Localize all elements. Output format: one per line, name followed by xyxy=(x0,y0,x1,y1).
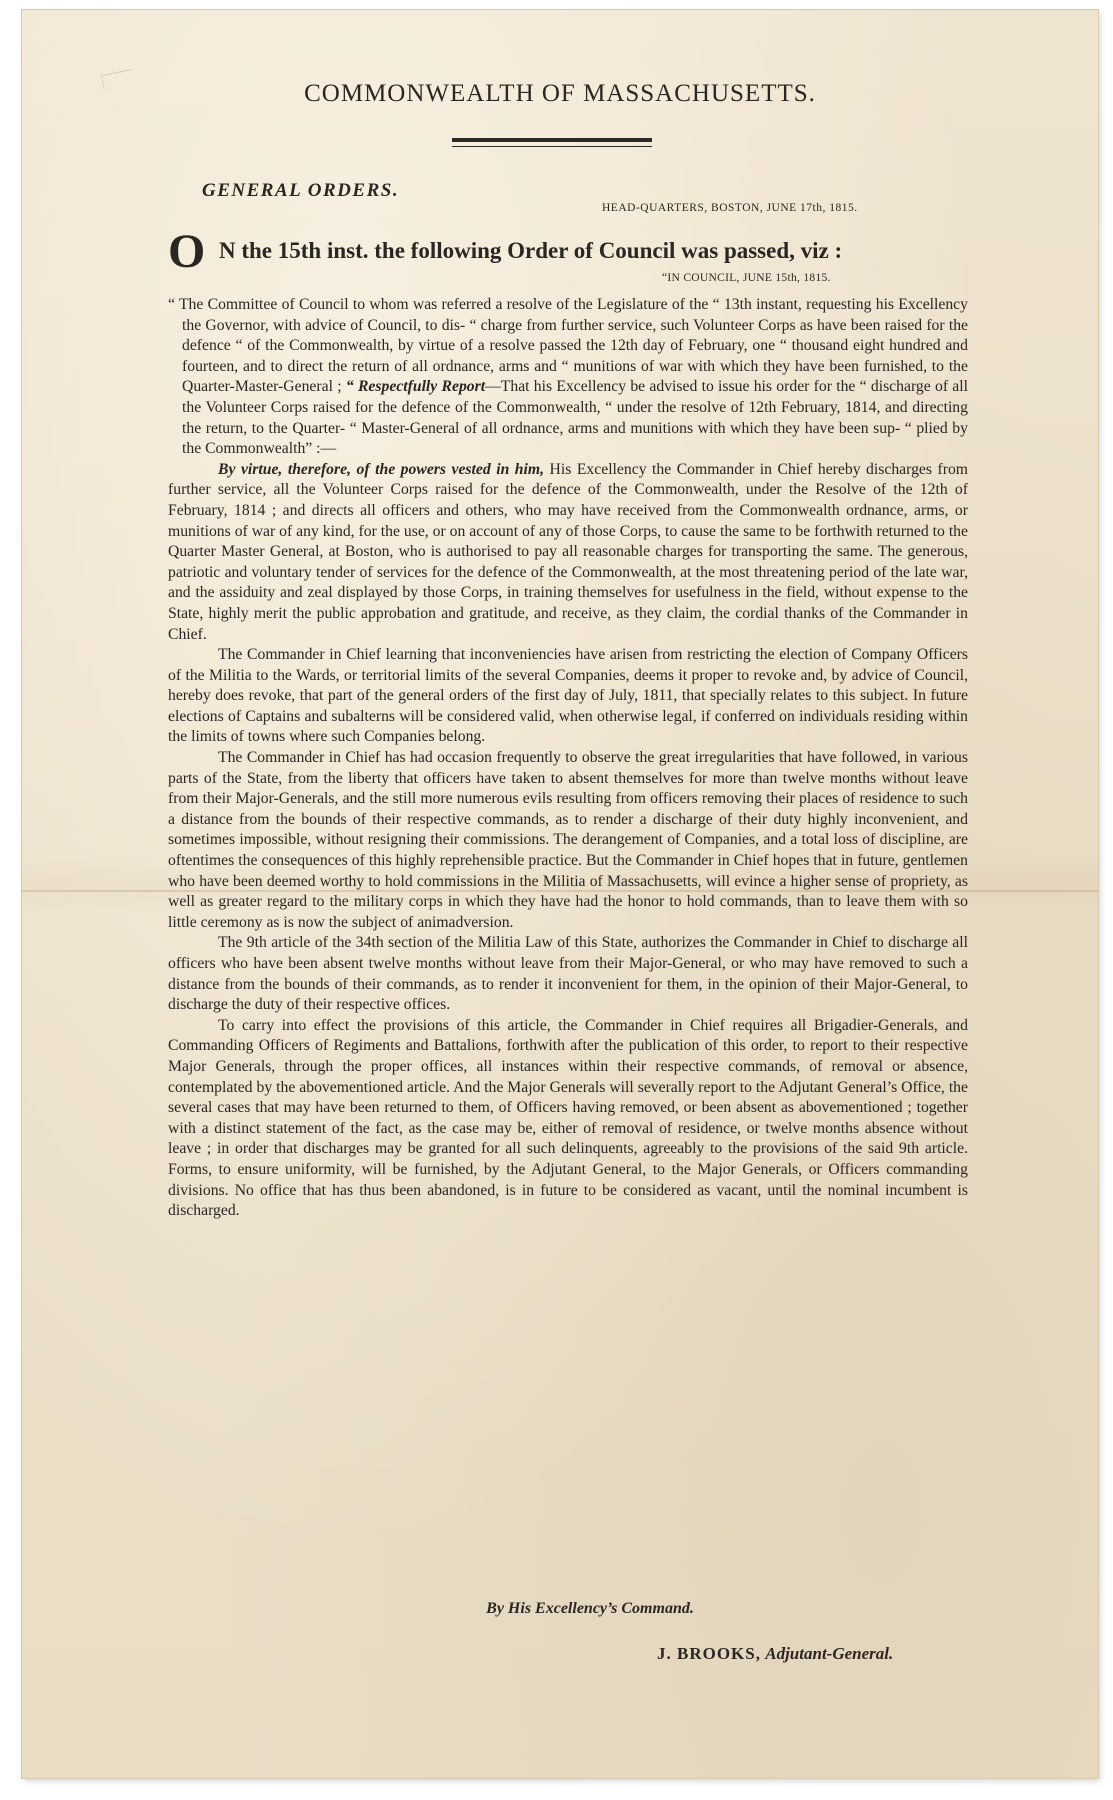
report-text: —That his Excellency be advised to issue his order for the “ discharge of all the Volunteer Corps raised for the defence of the Commonwealth, “ under the resolve of 12th February, 1814, and directing the return, to the Quarter- “ Master-General of all ordnance, arms and munitions with which they have been sup- “ plied by the Commonwealth” :— xyxy=(182,378,968,458)
signature-name: J. BROOKS, xyxy=(657,1644,761,1663)
committee-quote xyxy=(168,295,968,460)
paragraph-irregularities: The Commander in Chief has had occasion frequently to observe the great irregularities that have followed, in various parts of the State, from the liberty that officers have taken to absent themselves for more than twelve months without leave from their Major-Generals, and the still more numerous evils resulting from officers removing their places of residence to such a distance from the bounds of their respective commands, as to render a discharge of their duty highly inconvenient, and sometimes impossible, without resigning their commissions. The derangement of Companies, and a total loss of discipline, are oftentimes the consequences of this highly reprehensible practice. But the Commander in Chief hopes that in future, gentlemen who have been deemed worthy to hold commissions in the Militia of Massachusetts, will evince a higher sense of propriety, as well as greater regard to the military corps in which they have had the honor to hold commands, than to leave them with so little ceremony as is now the subject of animadversion. xyxy=(168,749,968,931)
paragraph-discharge xyxy=(168,460,968,645)
paragraph-ninth-article: The 9th article of the 34th section of the Militia Law of this State, authorizes the Commander in Chief to discharge all officers who have been absent twelve months without leave from their Major-General, or who may have removed to such a distance from the bounds of their commands, as to render it inconvenient for them, in the opinion of their Major-General, to discharge the duty of their respective offices. xyxy=(168,934,968,1014)
orders-label: GENERAL ORDERS. xyxy=(202,180,400,201)
paragraph-provisions: To carry into effect the provisions of this article, the Commander in Chief requires all Brigadier-Generals, and Commanding Officers of Regiments and Battalions, forthwith after the publication of this order, to report to their respective Major Generals, through the proper offices, all instances within their respective commands, of removal or absence, contemplated by the abovementioned article. And the Major Generals will severally report to the Adjutant General’s Office, the several cases that may have been returned to them, of Officers having removed, or been absent as abovementioned ; together with a distinct statement of the fact, as the case may be, either of removal of residence, or twelve months absence without leave ; in order that discharges may be granted for all such delinquents, agreeably to the provisions of the said 9th article. Forms, to ensure uniformity, will be furnished, by the Adjutant General, to the Major Generals, or Officers commanding divisions. No office that has thus been abandoned, is in future to be considered as vacant, until the nominal incumbent is discharged. xyxy=(168,1016,968,1220)
lead-line: N the 15th inst. the following Order of Council was passed, viz : xyxy=(219,238,843,263)
headquarters-dateline: HEAD-QUARTERS, BOSTON, JUNE 17th, 1815. xyxy=(602,202,858,214)
paragraph-discharge-lead: By virtue, therefore, of the powers vested in him, xyxy=(218,460,545,478)
council-dateline: “IN COUNCIL, JUNE 15th, 1815. xyxy=(662,272,831,284)
report-heading: “ Respectfully Report xyxy=(345,378,486,396)
paragraph-discharge-text: His Excellency the Commander in Chief hereby discharges from further service, all the Volunteer Corps raised for the defence of the Commonwealth, under the Resolve of the 12th of February, 1814 ; and directs all officers and others, who may have received from the Commonwealth ordnance, arms, or munitions of war of any kind, for the use, or on account of any of those Corps, to cause the same to be forthwith returned to the Quarter Master General, at Boston, who is authorised to pay all reasonable charges for transporting the same. The generous, patriotic and voluntary tender of services for the defence of the Commonwealth, at the most threatening period of the late war, and the assiduity and zeal displayed by those Corps, in training themselves for usefulness in the field, without expense to the State, highly merit the public approbation and gratitude, and receive, as they claim, the cordial thanks of the Commander in Chief. xyxy=(168,460,968,643)
title-rule-thin xyxy=(452,146,652,147)
document-sheet xyxy=(22,10,1098,1778)
document-title: COMMONWEALTH OF MASSACHUSETTS. xyxy=(304,80,816,107)
title-rule-thick xyxy=(452,138,652,142)
committee-quote-text: “ The Committee of Council to whom was referred a resolve of the Legislature of the “ 13th instant, requesting his Excellency the Governor, with advice of Council, to dis- “ charge from further service, such Volunteer Corps as have been raised for the defence “ of the Commonwealth, by virtue of a resolve passed the 12th day of February, one “ thousand eight hundred and fourteen, and to direct the return of all ordnance, arms and “ munitions of war with which they have been furnished, to the Quarter-Master-General ; xyxy=(168,296,968,396)
order-body xyxy=(168,295,968,1222)
signature-block xyxy=(657,1644,893,1664)
command-line: By His Excellency’s Command. xyxy=(486,1600,694,1617)
drop-cap: O xyxy=(168,225,206,278)
paragraph-elections: The Commander in Chief learning that inconveniencies have arisen from restricting the election of Company Officers of the Militia to the Wards, or territorial limits of the several Companies, deems it proper to revoke and, by advice of Council, hereby does revoke, that part of the general orders of the first day of July, 1811, that specially relates to this subject. In future elections of Captains and subalterns will be considered valid, when otherwise legal, if conferred on individuals residing within the limits of towns where such Companies belong. xyxy=(168,646,968,746)
signature-role: Adjutant-General. xyxy=(765,1644,894,1663)
